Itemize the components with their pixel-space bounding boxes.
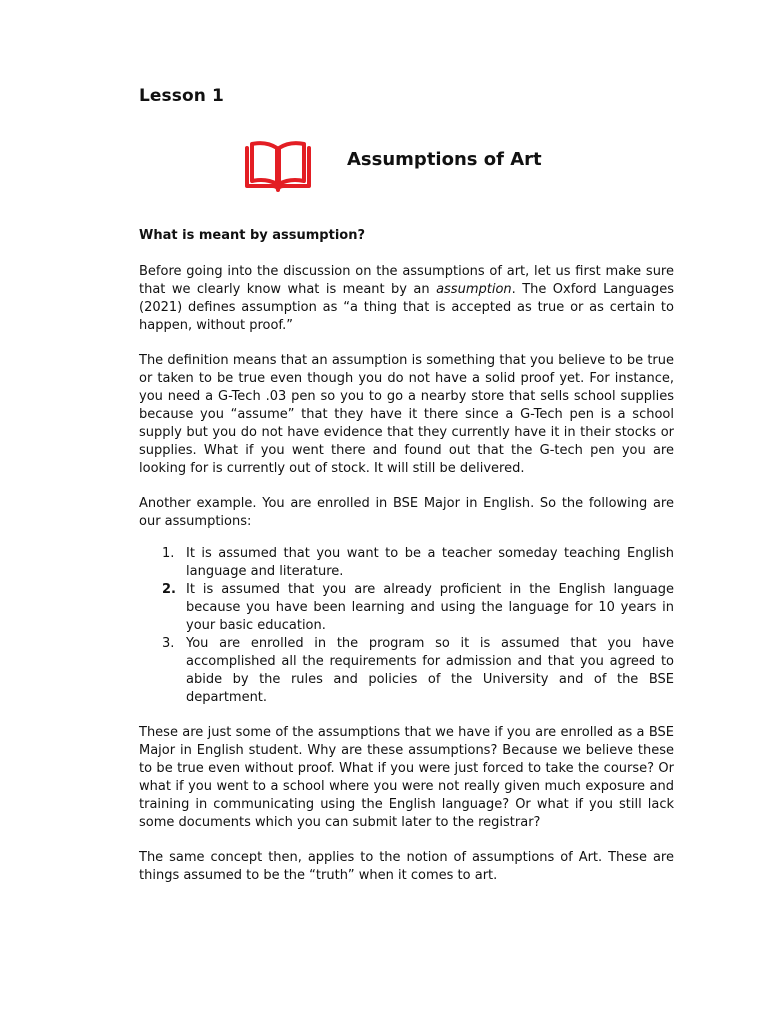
list-text: It is assumed that you are already proficient in the English language because you have been learning and using the language for 10 years in your basic education. (186, 582, 674, 633)
list-item (139, 635, 674, 707)
assumptions-list (139, 545, 674, 707)
list-item (139, 581, 674, 635)
list-number: 2. (162, 582, 176, 597)
list-text: It is assumed that you want to be a teacher someday teaching English language and literature. (186, 546, 674, 579)
list-number: 1. (162, 546, 175, 561)
document-body (139, 227, 674, 902)
paragraph-definition (139, 263, 674, 335)
list-item (139, 545, 674, 581)
emphasis-term: assumption (436, 282, 512, 297)
paragraph-reflection: These are just some of the assumptions that we have if you are enrolled as a BSE Major in English student. Why are these assumptions? Because we believe these to be true even without proof. What if you were just forced to take the course? Or what if you went to a school where you were not really given much exposure and training in communicating using the English language? Or what if you still lack some documents which you can submit later to the registrar? (139, 725, 674, 830)
paragraph-text: . The Oxford Languages (2021) defines assumption as “a thing that is accepted as true or as certain to happen, without proof.” (139, 282, 674, 333)
paragraph-example: Another example. You are enrolled in BSE Major in English. So the following are our assumptions: (139, 496, 674, 529)
paragraph-text: Before going into the discussion on the assumptions of art, let us first make sure that we clearly know what is meant by an (139, 264, 674, 297)
list-text: You are enrolled in the program so it is assumed that you have accomplished all the requirements for admission and that you agreed to abide by the rules and policies of the University and of the BSE department. (186, 636, 674, 705)
open-book-icon (244, 140, 312, 192)
lesson-label: Lesson 1 (139, 86, 224, 106)
section-heading: What is meant by assumption? (139, 228, 366, 243)
paragraph-conclusion: The same concept then, applies to the notion of assumptions of Art. These are things assumed to be the “truth” when it comes to art. (139, 850, 674, 883)
list-number: 3. (162, 636, 175, 651)
page-title: Assumptions of Art (347, 149, 542, 170)
paragraph-explanation: The definition means that an assumption is something that you believe to be true or taken to be true even though you do not have a solid proof yet. For instance, you need a G-Tech .03 pen so you to go a nearby store that sells school supplies because you “assume” that they have it there since a G-Tech pen is a school supply but you do not have evidence that they currently have it in their stocks or supplies. What if you went there and found out that the G-tech pen you are looking for is currently out of stock. It will still be delivered. (139, 353, 674, 476)
